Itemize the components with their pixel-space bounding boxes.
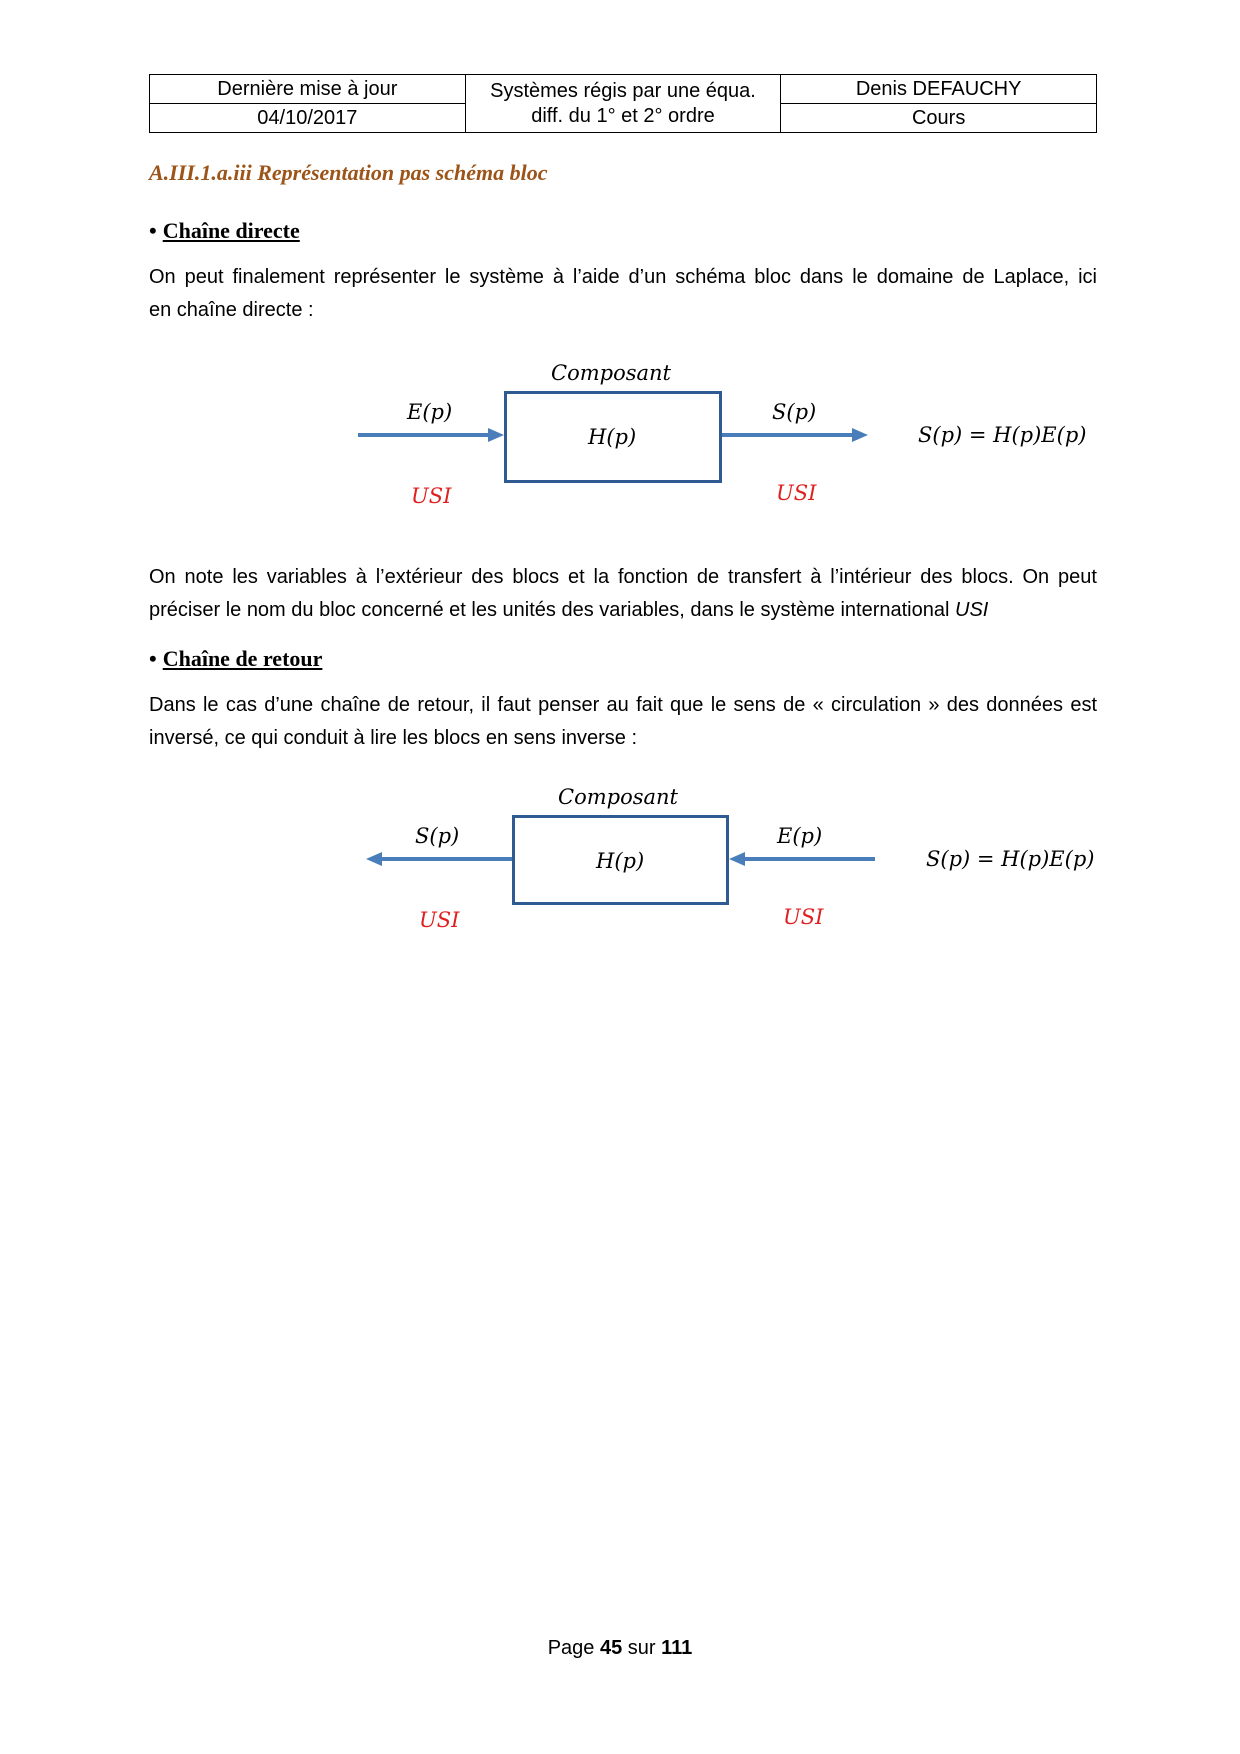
paragraph-line: On note les variables à l’extérieur des blocs et la fonction de transfert à l’intérieur des blocs. On peut — [149, 566, 1097, 588]
output-unit: USI — [776, 481, 817, 505]
subheading-direct — [149, 218, 300, 244]
bullet: • — [149, 646, 157, 671]
output-arrow — [722, 425, 868, 445]
transfer-equation: S(p) = H(p)E(p) — [918, 423, 1087, 447]
transfer-equation: S(p) = H(p)E(p) — [926, 847, 1095, 871]
paragraph-feedback-intro — [149, 689, 1097, 755]
block-name-label: Composant — [551, 361, 671, 385]
document-title-line2: diff. du 1° et 2° ordre — [531, 104, 715, 127]
output-variable: S(p) — [772, 400, 817, 424]
input-unit: USI — [411, 484, 452, 508]
usi-abbreviation: USI — [955, 599, 989, 621]
last-update-label: Dernière mise à jour — [150, 75, 466, 104]
author: Denis DEFAUCHY — [781, 75, 1097, 104]
output-unit: USI — [419, 908, 460, 932]
bullet: • — [149, 218, 157, 243]
subheading-direct-label: Chaîne directe — [162, 218, 300, 243]
page-word: Page — [547, 1637, 600, 1659]
paragraph-direct-note — [149, 561, 1097, 627]
document-title-line1: Systèmes régis par une équa. — [490, 79, 756, 102]
document-type: Cours — [781, 104, 1097, 133]
paragraph-line: Dans le cas d’une chaîne de retour, il faut penser au fait que le sens de « circulation » des données est — [149, 694, 1097, 716]
input-variable: E(p) — [407, 400, 453, 424]
transfer-function: H(p) — [596, 849, 645, 873]
update-date: 04/10/2017 — [150, 104, 466, 133]
transfer-function: H(p) — [588, 425, 637, 449]
paragraph-direct-intro — [149, 261, 1097, 327]
input-arrow — [358, 425, 504, 445]
paragraph-line: en chaîne directe : — [149, 299, 314, 321]
output-variable: S(p) — [415, 824, 460, 848]
header-table — [149, 74, 1097, 133]
subheading-feedback — [149, 646, 322, 672]
section-title: A.III.1.a.iii Représentation pas schéma bloc — [149, 160, 548, 185]
page-number: 45 — [599, 1637, 623, 1659]
paragraph-line — [149, 594, 1097, 627]
paragraph-line: inversé, ce qui conduit à lire les blocs en sens inverse : — [149, 727, 638, 749]
input-arrow — [729, 849, 875, 869]
paragraph-line: On peut finalement représenter le système à l’aide d’un schéma bloc dans le domaine de Laplace, ici — [149, 266, 1097, 288]
note-text: préciser le nom du bloc concerné et les unités des variables, dans le système international — [149, 599, 955, 621]
document-title — [465, 75, 781, 133]
input-unit: USI — [783, 905, 824, 929]
page-footer — [0, 1637, 1240, 1660]
subheading-feedback-label: Chaîne de retour — [162, 646, 323, 671]
of-word: sur — [622, 1637, 662, 1659]
input-variable: E(p) — [777, 824, 823, 848]
total-pages: 111 — [661, 1637, 693, 1659]
block-name-label: Composant — [558, 785, 678, 809]
output-arrow — [366, 849, 512, 869]
